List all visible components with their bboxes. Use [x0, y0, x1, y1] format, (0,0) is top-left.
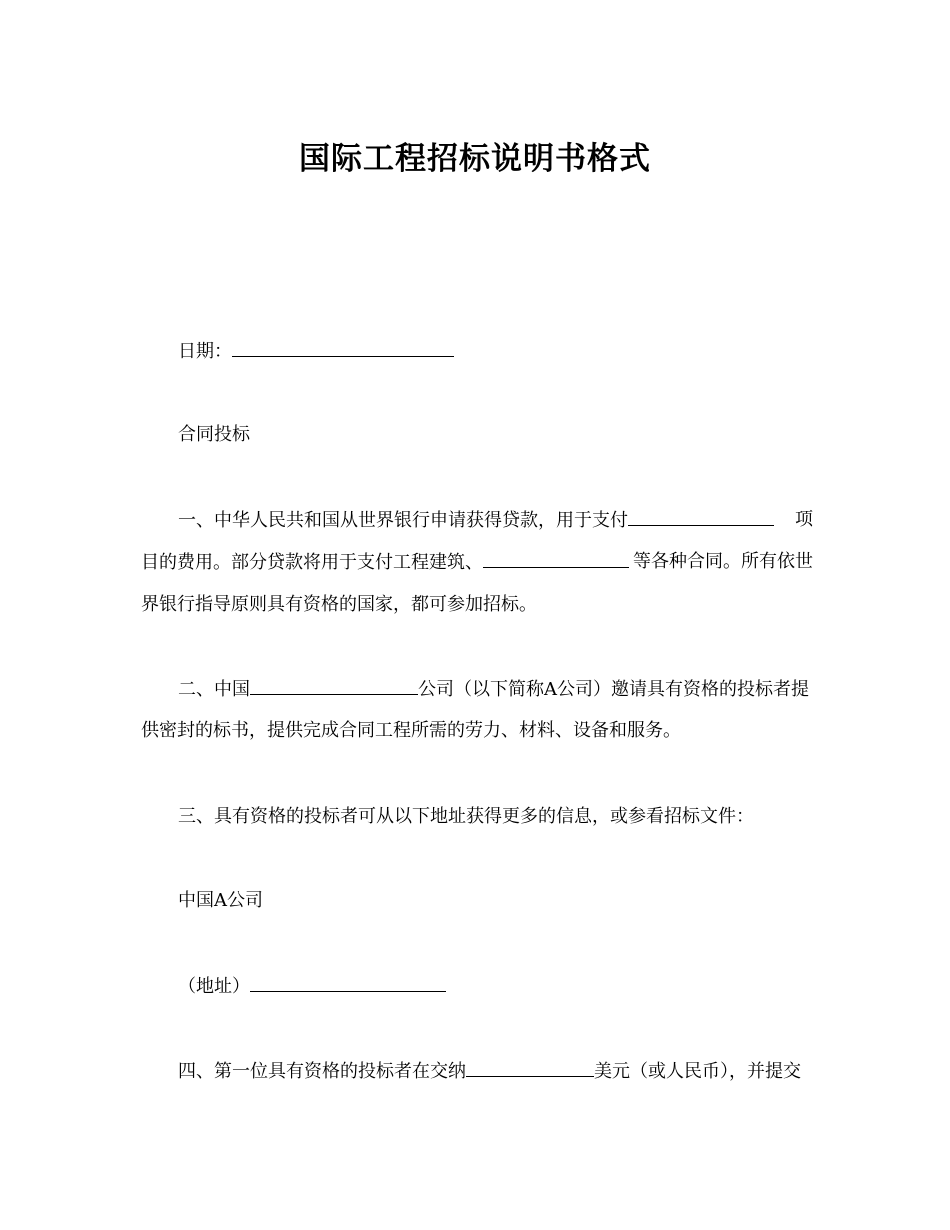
para1-line2-start: 目的费用。部分贷款将用于支付工程建筑、 [141, 552, 483, 573]
para3: 三、具有资格的投标者可从以下地址获得更多的信息，或参看招标文件： [178, 806, 754, 827]
para2-line2: 供密封的标书，提供完成合同工程所需的劳力、材料、设备和服务。 [141, 720, 681, 741]
para2-line1-end: 公司（以下简称A公司）邀请具有资格的投标者提 [418, 679, 809, 700]
address-line [178, 974, 850, 999]
para4-line1-start: 四、第一位具有资格的投标者在交纳 [178, 1061, 466, 1082]
para1-line2-end: 等各种合同。所有依世 [633, 551, 813, 572]
contract-type-blank[interactable] [483, 550, 629, 568]
company-name: 中国A公司 [178, 890, 263, 911]
para4-line1 [178, 1059, 813, 1084]
section-heading: 合同投标 [178, 424, 250, 445]
address-blank[interactable] [250, 974, 446, 992]
para1-line1-text: 一、中华人民共和国从世界银行申请获得贷款，用于支付 [178, 510, 628, 531]
para4-line1-end: 美元（或人民币），并提交 [594, 1061, 801, 1082]
para2-line1 [178, 677, 813, 702]
para1-line1 [178, 508, 813, 533]
date-blank[interactable] [232, 339, 454, 357]
project-blank[interactable] [628, 508, 774, 526]
date-line [178, 339, 850, 364]
date-label: 日期： [178, 341, 232, 362]
address-label: （地址） [178, 976, 250, 997]
fee-blank[interactable] [466, 1059, 594, 1077]
document-title: 国际工程招标说明书格式 [299, 141, 651, 177]
para2-line1-start: 二、中国 [178, 679, 250, 700]
company-blank[interactable] [250, 677, 418, 695]
para1-line3: 界银行指导原则具有资格的国家，都可参加招标。 [141, 594, 537, 615]
para1-line2 [141, 550, 813, 575]
para1-line1-end: 项 [795, 509, 813, 530]
